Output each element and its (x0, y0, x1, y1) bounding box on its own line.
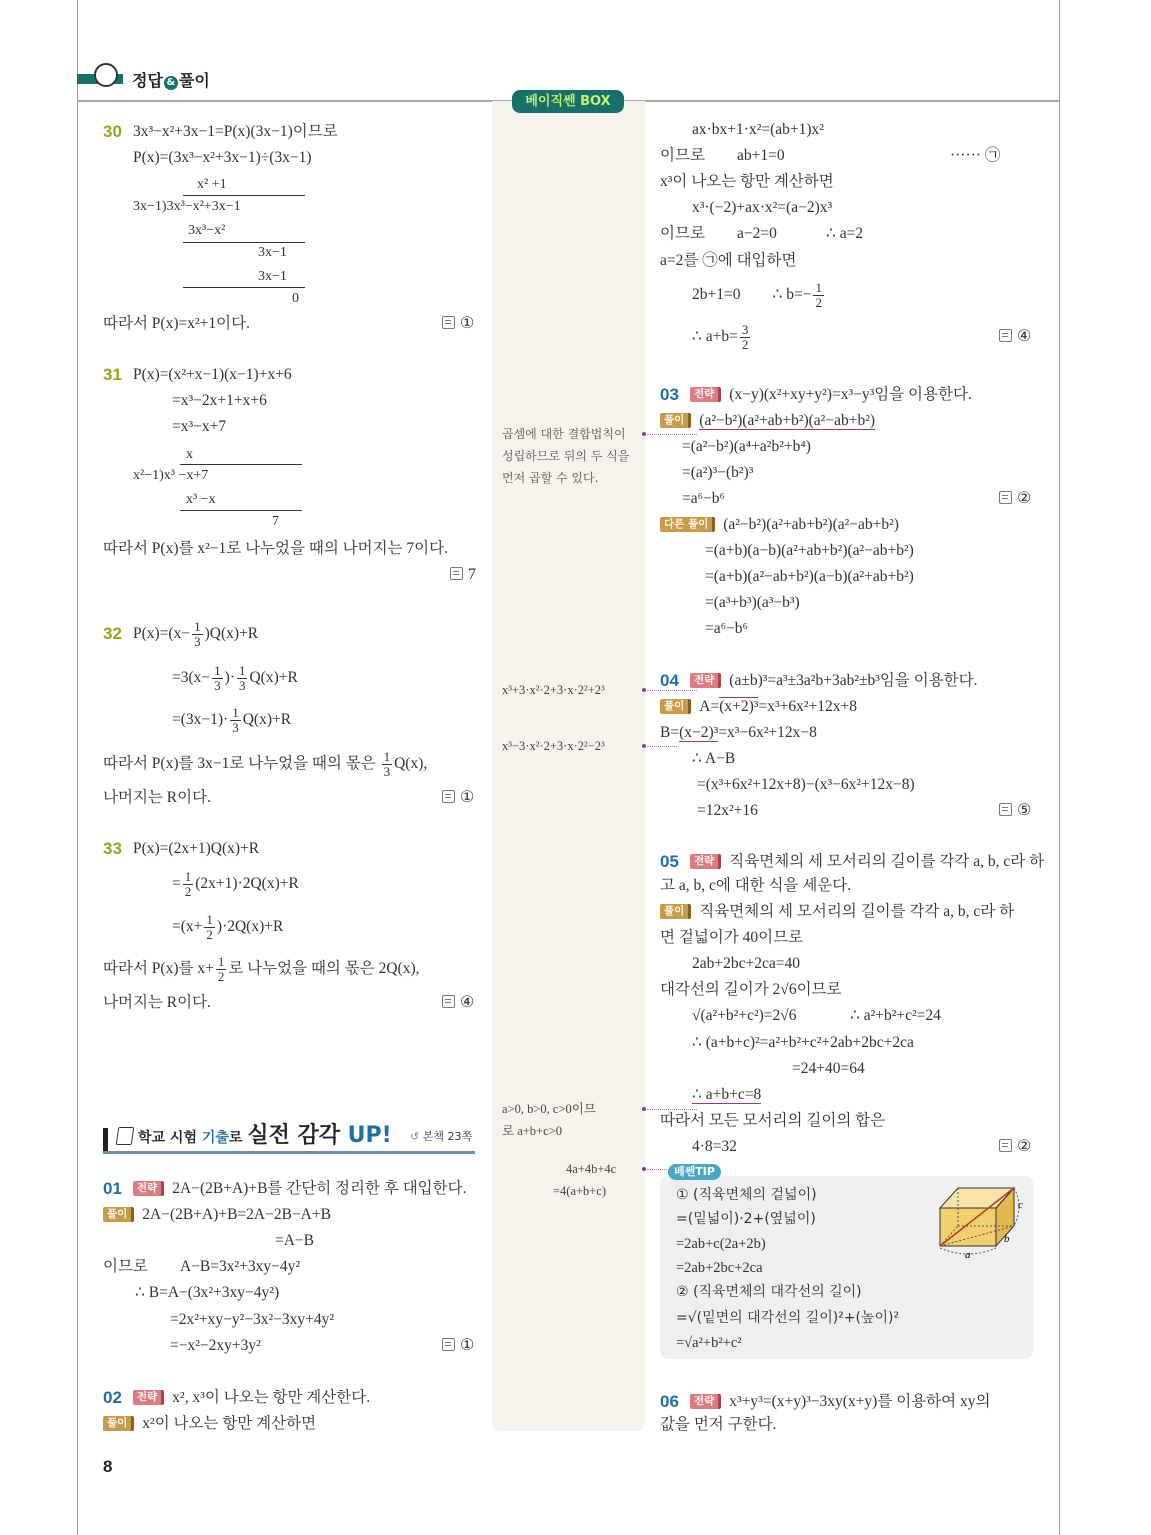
solution-line: ∴ (a+b+c)²=a²+b²+c²+2ab+2bc+2ca (692, 1034, 914, 1051)
problem-number: 01 (103, 1179, 122, 1198)
solution-line: A−B=3x²+3xy−4y² (180, 1258, 301, 1275)
strategy-line: 고 a, b, c에 대한 식을 세운다. (660, 877, 852, 894)
side-note: =4(a+b+c) (553, 1184, 607, 1198)
strategy-tag: 전략 (690, 387, 721, 402)
solution-line: 이므로 (660, 225, 705, 242)
side-note: 로 a+b+c>0 (502, 1124, 562, 1138)
solution-line: ∴ A−B (692, 750, 736, 767)
solution-line: =12x²+16 (697, 802, 758, 819)
strategy-tag: 전략 (690, 1394, 721, 1409)
solution-tag: 풀이 (103, 1207, 134, 1222)
solution-line: ∴ a+b+c=8 (692, 1086, 762, 1103)
alt-solution-line: 다른 풀이 (a²−b²)(a²+ab+b²)(a²−ab+b²) (660, 516, 899, 534)
solution-line: 풀이 x²이 나오는 항만 계산하면 (103, 1415, 316, 1433)
solution-line: 따라서 P(x)를 x²−1로 나누었을 때의 나머지는 7이다. (103, 540, 448, 557)
solution-line: ab+1=0 (737, 147, 785, 164)
solution-line: =(a²)³−(b²)³ (682, 464, 754, 481)
answer: ② (999, 1138, 1031, 1156)
refresh-icon: ↺ (410, 1130, 423, 1143)
solution-line: 풀이 (a²−b²)(a²+ab+b²)(a²−ab+b²) (660, 412, 875, 430)
solution-line: 풀이 2A−(2B+A)+B=2A−2B−A+B (103, 1206, 331, 1224)
solution-line: =(x+ $\frac{1}{2}$ )·2Q(x)+R (172, 911, 284, 942)
answer: ⑤ (999, 802, 1031, 820)
problem-number: 33 (103, 839, 122, 858)
tip-line: =(밑넓이)·2+(옆넓이) (676, 1211, 816, 1227)
solution-line: 2b+1=0 ∴ b=− $\frac{1}{2}$ (692, 279, 822, 310)
strategy-tag: 전략 (133, 1181, 164, 1196)
solution-line: 풀이 A=(x+2)³=x³+6x²+12x+8 (660, 698, 857, 716)
answer-icon (442, 1338, 455, 1351)
division-remainder: 0 (292, 291, 299, 306)
division-row: x²−1)x³ −x+7 (133, 468, 209, 483)
textbook-page-link[interactable]: ↺ 본책 23쪽 (410, 1130, 473, 1143)
edge-label-b: b (1004, 1233, 1010, 1245)
strategy-line: 전략 2A−(2B+A)+B를 간단히 정리한 후 대입한다. (133, 1180, 466, 1198)
solution-line: =x³−x+7 (172, 418, 227, 435)
alt-solution-tag: 다른 풀이 (660, 517, 715, 532)
answer: ① (442, 1337, 474, 1355)
solution-line: 풀이 직육면체의 세 모서리의 길이를 각각 a, b, c라 하 (660, 903, 1014, 921)
problem-number: 02 (103, 1388, 122, 1407)
solution-line: 이므로 (660, 147, 705, 164)
division-step: x³ −x (186, 492, 216, 507)
answer-icon (999, 491, 1012, 504)
solution-line: B=(x−2)³=x³−6x²+12x−8 (660, 724, 817, 741)
solution-line: =A−B (275, 1232, 315, 1249)
solution-line: 따라서 모든 모서리의 길이의 합은 (660, 1112, 886, 1129)
solution-line: x³이 나오는 항만 계산하면 (660, 173, 834, 190)
equation-label: ······ ㉠ (950, 147, 1001, 164)
solution-tag: 풀이 (660, 699, 691, 714)
division-rule (180, 510, 302, 511)
note-pointer (642, 1167, 646, 1171)
problem-number: 05 (660, 852, 679, 871)
solution-line: P(x)=(3x³−x²+3x−1)÷(3x−1) (133, 149, 312, 166)
solution-line: =−x²−2xy+3y² (170, 1337, 261, 1354)
tip-line: ② (직육면체의 대각선의 길이) (676, 1284, 862, 1300)
problem-number: 04 (660, 671, 679, 690)
solution-line: 따라서 P(x)를 3x−1로 나누었을 때의 몫은 $\frac{1}{3}$ Q(x), (103, 748, 428, 779)
solution-line: P(x)=(x− $\frac{1}{3}$ )Q(x)+R (133, 618, 259, 649)
solution-tag: 풀이 (660, 413, 691, 428)
answer-icon (442, 316, 455, 329)
basic-box-column (492, 101, 645, 1431)
tip-line: =√a²+b²+c² (676, 1335, 742, 1351)
solution-line: √(a²+b²+c²)=2√6 (692, 1007, 797, 1024)
page-border-left (77, 0, 78, 1535)
solution-line: 면 겉넓이가 40이므로 (660, 929, 804, 946)
problem-number: 06 (660, 1392, 679, 1411)
solution-tag: 풀이 (660, 904, 691, 919)
page-border-right (1059, 0, 1060, 1535)
strategy-tag: 전략 (690, 854, 721, 869)
answer-icon (450, 567, 463, 580)
solution-line: 3x³−x²+3x−1=P(x)(3x−1)이므로 (133, 123, 338, 140)
solution-line: =24+40=64 (792, 1060, 865, 1077)
side-note: a>0, b>0, c>0이므 (502, 1102, 596, 1116)
solution-line: =(x³+6x²+12x+8)−(x³−6x²+12x−8) (697, 776, 915, 793)
division-row: 3x−1)3x³−x²+3x−1 (133, 199, 241, 214)
solution-line: 따라서 P(x)를 x+ $\frac{1}{2}$ 로 나누었을 때의 몫은 2Q(x), (103, 953, 420, 984)
strategy-line: 전략 (x−y)(x²+xy+y²)=x³−y³임을 이용한다. (690, 386, 972, 404)
answer-icon (442, 995, 455, 1008)
solution-line: a−2=0 (737, 225, 777, 242)
page-number: 8 (103, 1457, 113, 1476)
basic-box-badge: 베이직쎈 BOX (512, 90, 624, 113)
solution-line: =x³−2x+1+x+6 (172, 392, 267, 409)
answer: ① (442, 315, 474, 333)
answer-icon (999, 329, 1012, 342)
answer-icon (999, 803, 1012, 816)
answer-icon (999, 1139, 1012, 1152)
problem-number: 32 (103, 624, 122, 643)
strategy-line: 값을 먼저 구한다. (660, 1416, 777, 1433)
division-step: 3x−1 (258, 245, 287, 260)
note-leader (647, 746, 677, 747)
problem-number: 30 (103, 122, 122, 141)
solution-line: =2x²+xy−y²−3x²−3xy+4y² (170, 1311, 335, 1328)
answer: 7 (450, 566, 476, 584)
tip-line: =√(밑면의 대각선의 길이)²+(높이)² (676, 1310, 900, 1326)
solution-line: 2ab+2bc+2ca=40 (692, 955, 800, 972)
solution-line: x³·(−2)+ax·x²=(a−2)x³ (692, 199, 833, 216)
division-step: 3x³−x² (188, 223, 226, 238)
cuboid-diagram (932, 1184, 1024, 1260)
tip-badge: 베쎈TIP (668, 1164, 721, 1180)
note-leader (647, 434, 697, 435)
note-pointer (642, 432, 646, 436)
solution-line: ∴ B=A−(3x²+3xy−4y²) (135, 1284, 280, 1301)
alt-solution-line: =(a³+b³)(a³−b³) (705, 594, 800, 611)
solution-line: a=2를 ㉠에 대입하면 (660, 252, 797, 269)
strategy-line: 전략 직육면체의 세 모서리의 길이를 각각 a, b, c라 하 (690, 853, 1044, 871)
pencil-icon (116, 1127, 135, 1145)
solution-line: 이므로 (103, 1258, 148, 1275)
alt-solution-line: =(a+b)(a−b)(a²+ab+b²)(a²−ab+b²) (705, 542, 914, 559)
solution-line: 따라서 P(x)=x²+1이다. (103, 315, 250, 332)
solution-line: =(a²−b²)(a⁴+a²b²+b⁴) (682, 438, 811, 455)
strategy-tag: 전략 (133, 1390, 164, 1405)
answer: ④ (442, 994, 474, 1012)
solution-line: 4·8=32 (692, 1138, 737, 1155)
division-quotient: x² +1 (197, 177, 227, 192)
side-note: 곱셈에 대한 결합법칙이 성립하므로 뒤의 두 식을 먼저 곱할 수 있다. (502, 427, 630, 485)
solution-line: ∴ a=2 (826, 225, 864, 242)
strategy-line: 전략 x³+y³=(x+y)³−3xy(x+y)를 이용하여 xy의 (690, 1393, 990, 1411)
division-remainder: 7 (272, 514, 279, 529)
solution-line: P(x)=(x²+x−1)(x−1)+x+6 (133, 366, 292, 383)
section-title: 학교 시험 기출로 실전 감각 UP! (138, 1123, 392, 1148)
answer: ① (442, 789, 474, 807)
side-note: x³+3·x²·2+3·x·2²+2³ (502, 683, 605, 697)
solution-line: ax·bx+1·x²=(ab+1)x² (692, 121, 824, 138)
section-marker (103, 1128, 108, 1152)
answer: ④ (999, 328, 1031, 346)
solution-line: =a⁶−b⁶ (682, 490, 725, 507)
note-leader (647, 1169, 667, 1170)
header-title: 정답 & 풀이 (132, 71, 210, 90)
edge-label-c: c (1018, 1199, 1023, 1211)
division-bar (183, 195, 305, 196)
solution-line: 나머지는 R이다. (103, 994, 211, 1011)
division-step: 3x−1 (258, 269, 287, 284)
note-leader (647, 690, 697, 691)
alt-solution-line: =a⁶−b⁶ (705, 620, 748, 637)
strategy-tag: 전략 (690, 673, 721, 688)
note-pointer (642, 744, 646, 748)
tip-line: ① (직육면체의 겉넓이) (676, 1187, 817, 1203)
side-note: x³−3·x²·2+3·x·2²−2³ (502, 739, 605, 753)
strategy-line: 전략 x², x³이 나오는 항만 계산한다. (133, 1389, 370, 1407)
solution-line: ∴ a²+b²+c²=24 (850, 1007, 941, 1024)
division-quotient: x (186, 447, 193, 462)
solution-line: P(x)=(2x+1)Q(x)+R (133, 840, 260, 857)
note-pointer (642, 1107, 646, 1111)
strategy-line: 전략 (a±b)³=a³±3a²b+3ab²±b³임을 이용한다. (690, 672, 977, 690)
division-rule (183, 242, 305, 243)
problem-number: 03 (660, 385, 679, 404)
note-leader (647, 1109, 697, 1110)
solution-tag: 풀이 (103, 1416, 134, 1431)
solution-line: 대각선의 길이가 2√6이므로 (660, 981, 842, 998)
answer-icon (442, 790, 455, 803)
note-pointer (642, 688, 646, 692)
edge-label-a: a (965, 1249, 971, 1260)
solution-line: =3(x− $\frac{1}{3}$ )· $\frac{1}{3}$ Q(x)+R (172, 662, 298, 693)
tip-line: =2ab+c(2a+2b) (676, 1236, 766, 1252)
solution-line: =(3x−1)· $\frac{1}{3}$ Q(x)+R (172, 704, 292, 735)
solution-line: 나머지는 R이다. (103, 789, 211, 806)
division-bar (180, 464, 302, 465)
division-rule (183, 287, 305, 288)
clock-icon (94, 63, 118, 87)
section-underline (103, 1151, 475, 1154)
problem-number: 31 (103, 365, 122, 384)
answer: ② (999, 490, 1031, 508)
solution-line: = $\frac{1}{2}$ (2x+1)·2Q(x)+R (172, 868, 299, 899)
side-note: 4a+4b+4c (566, 1162, 617, 1176)
alt-solution-line: =(a+b)(a²−ab+b²)(a−b)(a²+ab+b²) (705, 568, 914, 585)
tip-line: =2ab+2bc+2ca (676, 1260, 763, 1276)
solution-line: ∴ a+b= $\frac{3}{2}$ (692, 321, 749, 352)
